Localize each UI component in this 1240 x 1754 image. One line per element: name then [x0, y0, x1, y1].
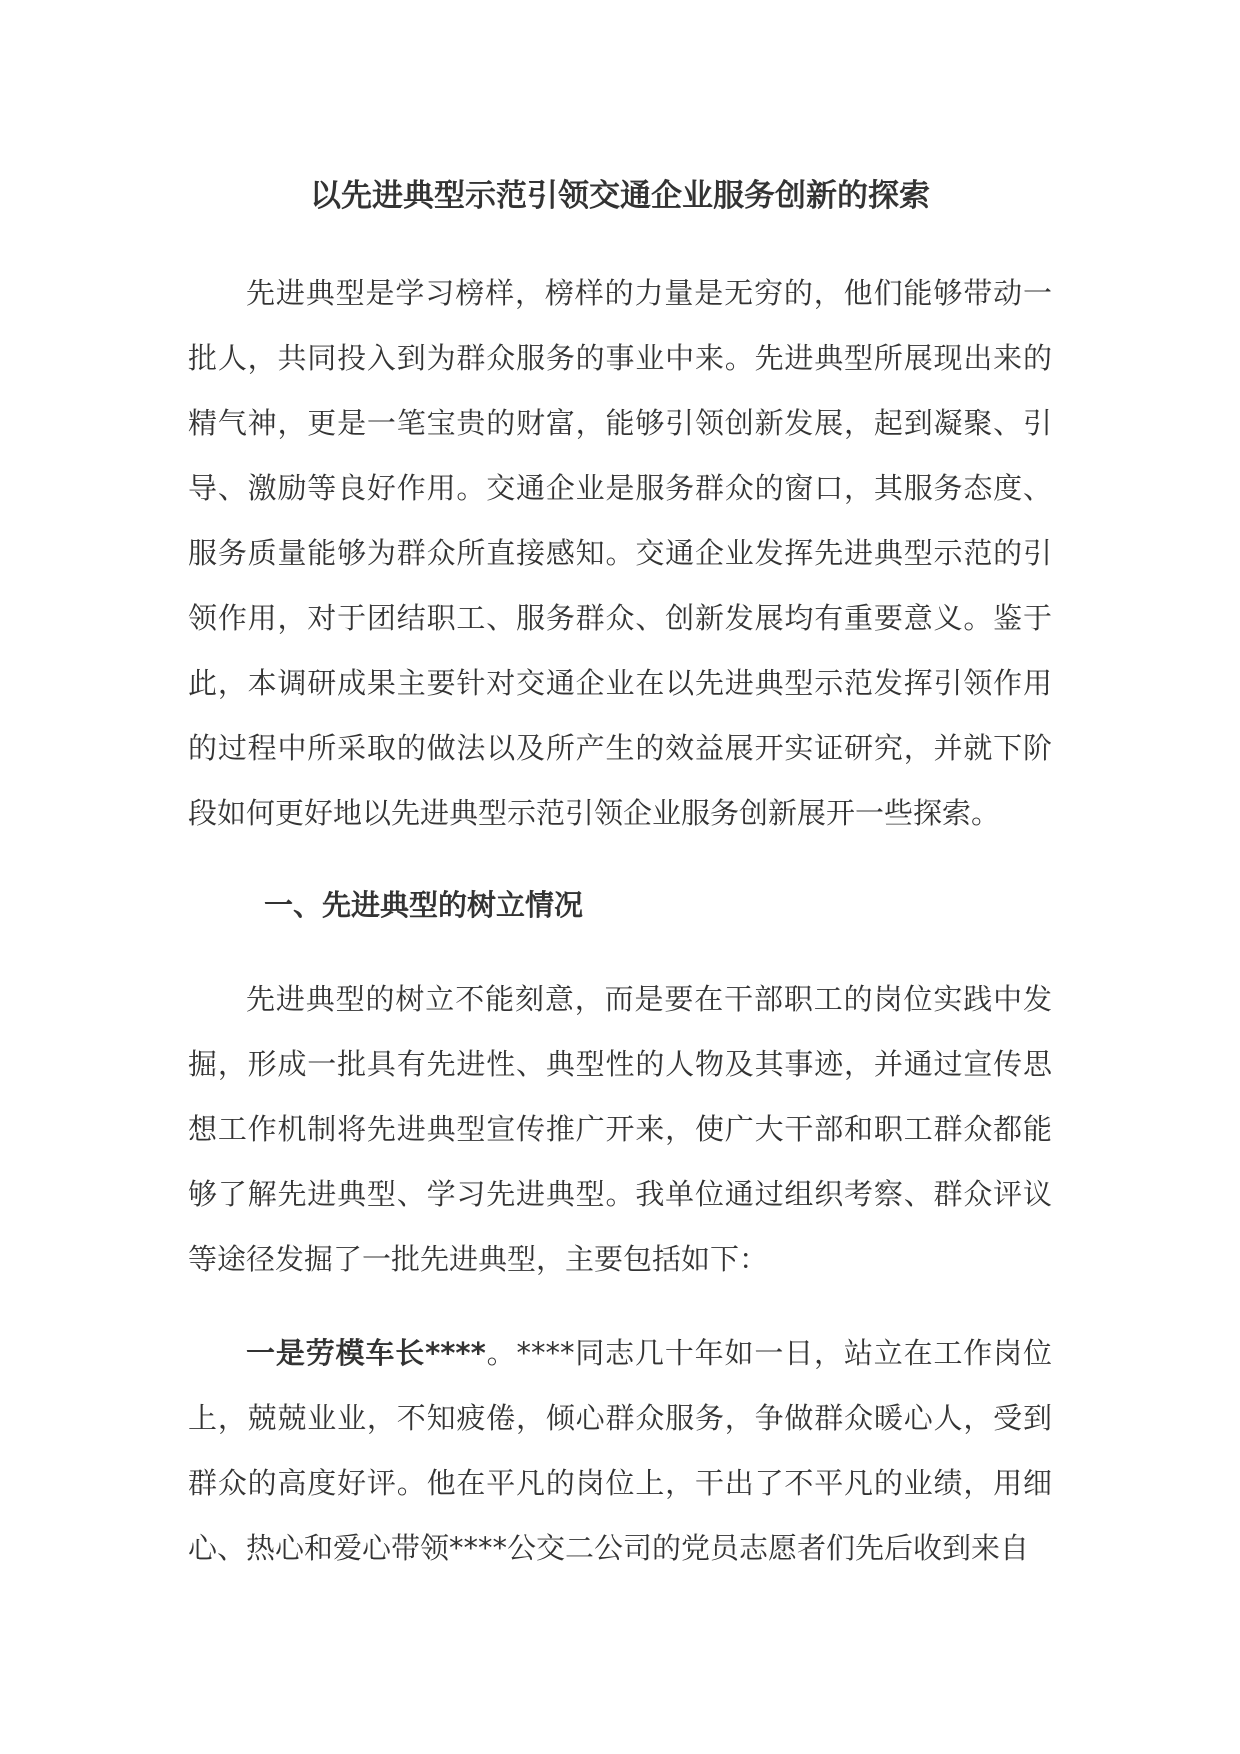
section-heading-1: 一、先进典型的树立情况 — [264, 888, 584, 922]
paragraph-lead-phrase: 一是劳模车长**** — [246, 1336, 486, 1370]
paragraph-body-text: 。****同志几十年如一日，站立在工作岗位上，兢兢业业，不知疲倦，倾心群众服务，争做群众暖心人，受到群众的高度好评。他在平凡的岗位上，干出了不平凡的业绩，用细心、热心和爱心带领****公交二公司的党员志愿者们先后收到来自 — [188, 1336, 1052, 1565]
document-title: 以先进典型示范引领交通企业服务创新的探索 — [310, 178, 930, 214]
section-1-paragraph: 先进典型的树立不能刻意，而是要在干部职工的岗位实践中发掘，形成一批具有先进性、典型性的人物及其事迹，并通过宣传思想工作机制将先进典型宣传推广开来，使广大干部和职工群众都能够了解先进典型、学习先进典型。我单位通过组织考察、群众评议等途径发掘了一批先进典型，主要包括如下： — [188, 982, 1052, 1276]
model-worker-paragraph — [188, 1321, 1052, 1581]
intro-paragraph: 先进典型是学习榜样，榜样的力量是无穷的，他们能够带动一批人，共同投入到为群众服务的事业中来。先进典型所展现出来的精气神，更是一笔宝贵的财富，能够引领创新发展，起到凝聚、引导、激励等良好作用。交通企业是服务群众的窗口，其服务态度、服务质量能够为群众所直接感知。交通企业发挥先进典型示范的引领作用，对于团结职工、服务群众、创新发展均有重要意义。鉴于此，本调研成果主要针对交通企业在以先进典型示范发挥引领作用的过程中所采取的做法以及所产生的效益展开实证研究，并就下阶段如何更好地以先进典型示范引领企业服务创新展开一些探索。 — [188, 276, 1052, 830]
